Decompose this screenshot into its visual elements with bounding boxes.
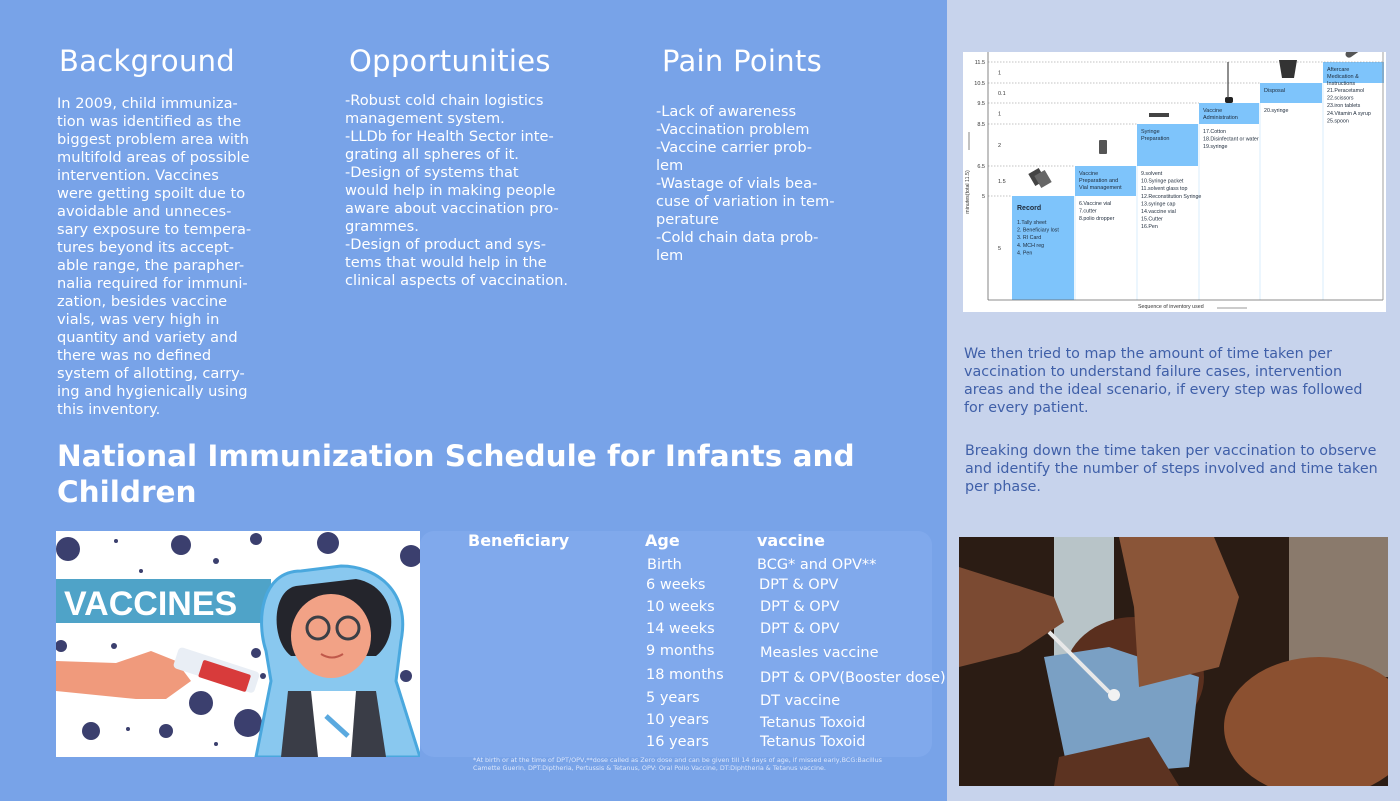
opportunities-text: -Robust cold chain logistics management system. -LLDb for Health Sector inte- grating all spheres of it. -Design of systems that would help in making people aware about vaccination pro- grammes. -Design of product and sys- tems that would help in the clinical aspects of vaccination. (345, 92, 569, 289)
row-vaccine: DT vaccine (760, 693, 841, 709)
capsule-icon (1344, 52, 1361, 59)
duration-label: 1 (998, 111, 1002, 118)
opportunities-heading: Opportunities (349, 44, 551, 78)
pain-points-text: -Lack of awareness -Vaccination problem -Vaccine carrier prob- lem -Wastage of vials bea- cuse of variation in tem- perature -Cold chain data prob- lem (656, 103, 835, 264)
row-vaccine: DPT & OPV (759, 577, 839, 593)
vaccines-banner-text: VACCINES (64, 585, 238, 623)
step-phase-label: Aftercare Medication & Instructions (1327, 67, 1359, 87)
step-phase-label: Disposal (1264, 88, 1286, 94)
header-beneficiary: Beneficiary (468, 531, 570, 550)
row-vaccine: BCG* and OPV** (757, 557, 877, 573)
y-tick-label: 8.5 (977, 122, 985, 128)
background-text: In 2009, child immuniza- tion was identified as the biggest problem area with multifold areas of possible intervention. Vaccines were getting spoilt due to avoidable and unneces- sary exposure to tempera- tures beyond its accept- able range, the parapher- nalia required for immuni- zation, besides vaccine vials, was very high in quantity and variety and there was no defined system of allotting, carry- ing and hygienically using this inventory. (57, 95, 252, 418)
time-per-phase-chart-svg (963, 52, 1386, 312)
row-age: 14 weeks (646, 621, 715, 637)
breakdown-paragraph: Breaking down the time taken per vaccination to observe and identify the number of steps involved and time taken per phase. (965, 443, 1378, 495)
row-vaccine: Tetanus Toxoid (760, 734, 866, 750)
vaccination-photo (959, 537, 1388, 786)
vaccine-administration-icon (1225, 97, 1233, 103)
y-tick-label: 6.5 (977, 164, 985, 170)
step-phase-label: Record (1017, 205, 1042, 212)
step-phase-label: Vaccine Preparation and Vial management (1079, 171, 1122, 191)
step-items-list: 17.Cotton 18.Disinfectant or water 19.syringe (1203, 129, 1259, 151)
vaccines-illustration (56, 531, 420, 757)
row-age: 9 months (646, 643, 715, 659)
duration-label: 5 (998, 246, 1002, 252)
duration-label: 0.1 (998, 91, 1006, 97)
schedule-heading: National Immunization Schedule for Infants and Children (57, 439, 855, 509)
row-age: 5 years (646, 690, 700, 706)
y-axis-label: minutes(total 11.5) (965, 170, 971, 214)
step-items-list: 1.Tally sheet 2. Beneficiary lost 3. RI Card 4. MCH reg 4. Pen (1017, 220, 1059, 257)
row-age: 10 weeks (646, 599, 715, 615)
row-vaccine: Measles vaccine (760, 645, 879, 661)
row-vaccine: Tetanus Toxoid (760, 715, 866, 731)
step-phase-label: Vaccine Administration (1203, 108, 1238, 121)
header-age: Age (645, 531, 680, 550)
step-items-list: 9.solvent 10.Syringe packet 11.solvent glass top 12.Reconstitution Syringe 13.syringe cap 14.vaccine vial 15.Cutter 16.Pen (1141, 171, 1202, 231)
row-vaccine: DPT & OPV (760, 621, 840, 637)
row-age: Birth (647, 557, 682, 573)
trash-bin-icon (1279, 60, 1297, 78)
step-items-list: 6.Vaccine vial 7.cutter 8.polio dropper (1079, 201, 1115, 223)
row-age: 16 years (646, 734, 709, 750)
vaccines-illustration-art (56, 531, 420, 757)
duration-label: 2 (998, 143, 1002, 149)
header-vaccine: vaccine (757, 531, 825, 550)
y-tick-label: 9.5 (977, 101, 985, 107)
step-items-list: 20.syringe (1264, 108, 1289, 114)
row-vaccine: DPT & OPV(Booster dose) (760, 670, 946, 686)
pain-points-heading: Pain Points (662, 44, 823, 78)
duration-label: 1 (998, 70, 1002, 77)
vial-icon (1099, 140, 1107, 154)
y-tick-label: 5 (981, 194, 985, 200)
step-phase-label: Syringe Preparation (1141, 129, 1170, 142)
mapping-paragraph: We then tried to map the amount of time taken per vaccination to understand failure cases, intervention areas and the ideal scenario, if every step was followed for every patient. (964, 346, 1363, 416)
row-age: 6 weeks (646, 577, 706, 593)
background-heading: Background (59, 44, 236, 78)
time-per-phase-chart (963, 52, 1386, 312)
schedule-footnote: *At birth or at the time of DPT/OPV,**dose called as Zero dose and can be given till 14 days of age, if missed early,BCG:Bacillus Camette Guerin, DPT:Diptheria, Pertussis & Tetanus, OPV: Oral Polio Vaccine, DT:Diphtheria & Tetanus vaccine. (473, 756, 882, 772)
y-tick-label: 11.5 (974, 60, 985, 66)
row-age: 10 years (646, 712, 709, 728)
x-axis-label: Sequence of inventory used (1138, 304, 1204, 310)
row-age: 18 months (646, 667, 724, 683)
vaccination-photo-art (959, 537, 1388, 786)
y-tick-label: 10.5 (974, 81, 985, 87)
syringe-icon (1149, 113, 1169, 117)
duration-label: 1.5 (998, 179, 1006, 185)
row-vaccine: DPT & OPV (760, 599, 840, 615)
step-items-list: 21.Peracetamol 22.scissors 23.iron tablets 24.Vitamin A syrup 25.spoon (1327, 88, 1371, 125)
